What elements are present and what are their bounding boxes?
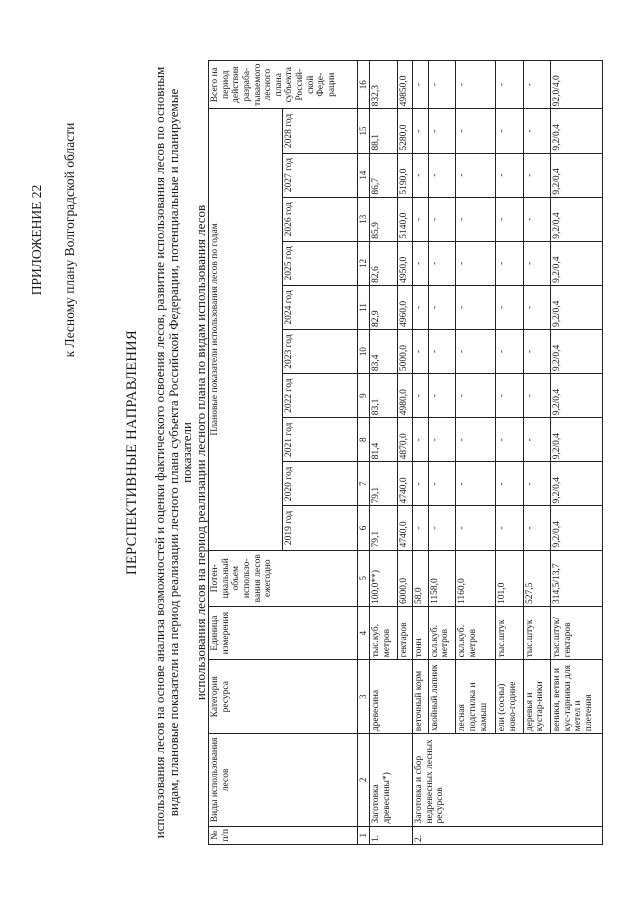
header-year: 2027 год [283,153,357,197]
row-total: - [428,61,456,109]
row-potential: 101,0 [495,550,523,606]
row-year-value: - [523,418,551,462]
row-year-value: - [428,241,456,285]
row-potential: 527,5 [523,550,551,606]
description-line: видам, плановые показатели на период реализации лесного плана субъекта Российской Федерации, потенциальные и планируемые показатели [165,88,195,817]
row-year-value: 4960,0 [397,285,413,329]
row-year-value: 9,2/0,4 [551,462,603,506]
row-year-value: - [523,374,551,418]
row-category: веточный корм [413,660,429,734]
row-year-value: 4950,0 [397,241,413,285]
row-year-value: 9,2/0,4 [551,506,603,550]
header-year: 2019 год [283,506,357,550]
row-year-value: 5000,0 [397,330,413,374]
row-potential: 58,0 [413,550,429,606]
row-year-value: 83,1 [370,374,398,418]
row-potential: 100,0**) [370,550,398,606]
table-row [428,61,456,845]
forest-use-table [208,60,603,845]
row-year-value: - [523,285,551,329]
row-year-value: - [413,197,429,241]
column-index: 13 [357,197,370,241]
table-row [456,61,496,845]
row-year-value: - [456,197,496,241]
description-line: использования лесов на основе анализа возможностей и оценки фактического освоения лесов, развитие использования лесов по основным [152,66,167,839]
row-year-value: - [428,330,456,374]
row-unit: скл.куб. метров [456,606,496,659]
row-unit: тыс.штук [495,606,523,659]
row-year-value: - [495,506,523,550]
row-year-value: - [413,285,429,329]
row-year-value: 85,9 [370,197,398,241]
row-year-value: - [456,109,496,153]
appendix-header [30,95,76,385]
row-unit: тыс.штук [523,606,551,659]
column-index: 14 [357,153,370,197]
row-year-value: - [523,153,551,197]
row-year-value: - [456,374,496,418]
row-year-value: 79,1 [370,462,398,506]
table-header-row [209,61,283,845]
column-index: 7 [357,462,370,506]
table-row [413,61,429,845]
row-year-value: - [428,285,456,329]
document-title: ПЕРСПЕКТИВНЫЕ НАПРАВЛЕНИЯ [124,330,140,575]
row-category: древесина [370,660,413,734]
row-total: 832,3 [370,61,398,109]
row-year-value: - [495,109,523,153]
row-year-value: 88,1 [370,109,398,153]
row-total: - [456,61,496,109]
column-index: 15 [357,109,370,153]
row-category: веники, ветви и кус-тарники для метел и плетения [551,660,603,734]
table-row [523,61,551,845]
row-year-value: - [523,109,551,153]
row-year-value: - [413,330,429,374]
row-year-value: - [413,153,429,197]
row-year-value: - [495,330,523,374]
row-category: ели (сосны) ново-годние [495,660,523,734]
row-year-value: 82,6 [370,241,398,285]
header-total: Всего на период действия разраба-тываемого лесного плана субъекта Россий-ской Феде-рации [209,61,358,109]
row-year-value: - [413,109,429,153]
row-year-value: 5280,0 [397,109,413,153]
row-category: деревья и кустар-ники [523,660,551,734]
row-year-value: - [456,462,496,506]
description-line: использования лесов на период реализации лесного плана по видам использования лесов [192,204,208,701]
row-year-value: - [456,153,496,197]
row-year-value: - [428,418,456,462]
row-year-value: - [523,241,551,285]
row-potential: 6000,0 [397,550,413,606]
row-total: - [523,61,551,109]
row-year-value: - [523,462,551,506]
row-year-value: 79,1 [370,506,398,550]
row-year-value: - [456,506,496,550]
row-year-value: 9,2/0,4 [551,285,603,329]
row-year-value: 86,7 [370,153,398,197]
header-year: 2020 год [283,462,357,506]
header-unit: Единица измерения [209,606,358,659]
column-index: 3 [357,660,370,734]
column-index: 9 [357,374,370,418]
header-year: 2025 год [283,241,357,285]
row-year-value: - [413,241,429,285]
header-no: № п/п [209,826,358,844]
row-year-value: 9,2/0,4 [551,153,603,197]
row-unit: скл.куб. метров [428,606,456,659]
row-year-value: 5190,0 [397,153,413,197]
header-year: 2023 год [283,330,357,374]
column-index-row [357,61,370,845]
row-year-value: - [428,374,456,418]
row-year-value: - [413,374,429,418]
row-total: - [413,61,429,109]
row-year-value: 9,2/0,4 [551,109,603,153]
row-year-value: 9,2/0,4 [551,418,603,462]
column-index: 10 [357,330,370,374]
row-kind: Заготовка древесины*) [370,734,413,826]
row-year-value: 5140,0 [397,197,413,241]
row-category: хвойный лапник [428,660,456,734]
row-year-value: - [456,285,496,329]
row-year-value: - [428,197,456,241]
row-year-value: 4740,0 [397,506,413,550]
row-year-value: - [456,241,496,285]
row-potential: 1158,0 [428,550,456,606]
row-year-value: - [523,197,551,241]
row-year-value: - [495,418,523,462]
row-year-value: - [413,418,429,462]
column-index: 2 [357,734,370,826]
header-category: Категория ресурса [209,660,358,734]
row-year-value: 4740,0 [397,462,413,506]
row-year-value: 81,4 [370,418,398,462]
row-year-value: - [495,197,523,241]
row-unit: гектаров [397,606,413,659]
row-year-value: 9,2/0,4 [551,197,603,241]
document-description [153,60,207,845]
row-total: - [495,61,523,109]
header-year: 2022 год [283,374,357,418]
row-year-value: - [456,330,496,374]
column-index: 11 [357,285,370,329]
row-number: 2. [413,826,603,844]
row-year-value: - [495,462,523,506]
row-unit: тыс.штук/ гектаров [551,606,603,659]
header-year: 2021 год [283,418,357,462]
row-year-value: - [495,241,523,285]
row-year-value: - [495,374,523,418]
row-year-value: - [413,506,429,550]
row-unit: тыс.куб. метров [370,606,398,659]
row-year-value: - [428,462,456,506]
table-row [551,61,603,845]
column-index: 6 [357,506,370,550]
column-index: 8 [357,418,370,462]
appendix-reference: к Лесному плану Волгоградской области [61,122,77,358]
row-year-value: 9,2/0,4 [551,241,603,285]
column-index: 1 [357,826,370,844]
column-index: 16 [357,61,370,109]
column-index: 4 [357,606,370,659]
appendix-number: ПРИЛОЖЕНИЕ 22 [29,184,44,296]
row-potential: 314,5/13,7 [551,550,603,606]
row-unit: тонн [413,606,429,659]
row-year-value: 9,2/0,4 [551,374,603,418]
row-year-value: 83,4 [370,330,398,374]
row-number: 1. [370,826,413,844]
header-year: 2024 год [283,285,357,329]
header-year: 2028 год [283,109,357,153]
row-total: 92,0/4,0 [551,61,603,109]
row-year-value: 4870,0 [397,418,413,462]
table-row [370,61,398,845]
row-year-value: - [428,109,456,153]
row-year-value: - [495,285,523,329]
row-year-value: - [495,153,523,197]
column-index: 5 [357,550,370,606]
row-year-value: - [428,153,456,197]
row-year-value: - [523,506,551,550]
row-kind: Заготовка и сбор недревесных лесных ресурсов [413,734,603,826]
table-row [495,61,523,845]
row-total: 49850,0 [397,61,413,109]
row-year-value: 9,2/0,4 [551,330,603,374]
header-potential: Потен-циальный объем использо-вания лесов ежегодно [209,550,358,606]
row-potential: 1160,0 [456,550,496,606]
header-kind: Виды использования лесов [209,734,358,826]
row-year-value: - [456,418,496,462]
column-index: 12 [357,241,370,285]
row-category: лесная подстилка и камыш [456,660,496,734]
header-years-group: Плановые показатели использования лесов по годам [209,109,283,550]
row-year-value: 82,9 [370,285,398,329]
header-year: 2026 год [283,197,357,241]
row-year-value: - [413,462,429,506]
row-year-value: 4980,0 [397,374,413,418]
row-year-value: - [523,330,551,374]
row-year-value: - [428,506,456,550]
